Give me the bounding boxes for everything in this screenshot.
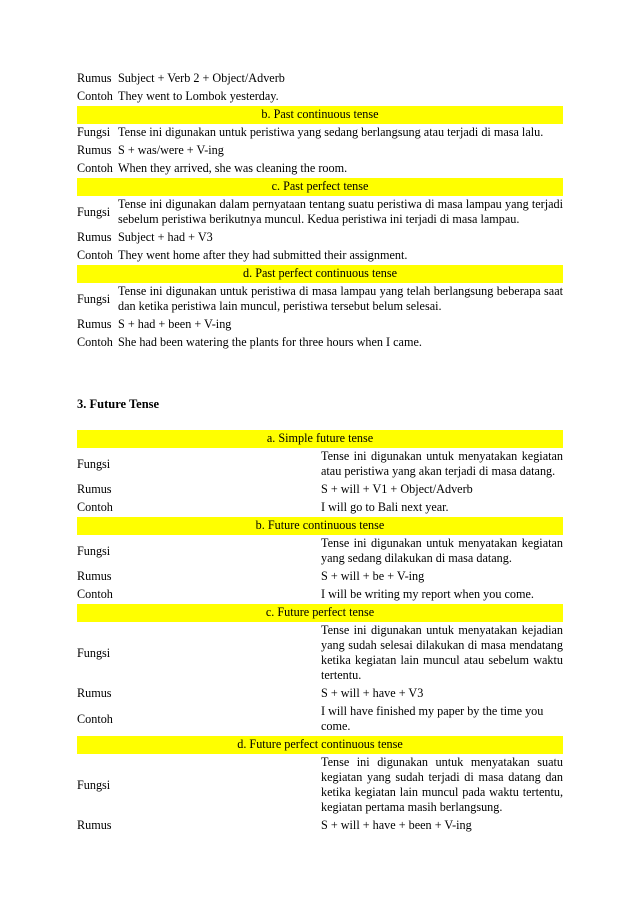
tense-subheading-row bbox=[77, 430, 563, 448]
table-row bbox=[77, 124, 563, 142]
row-value: Subject + had + V3 bbox=[118, 230, 213, 244]
row-value: S + will + have + been + V-ing bbox=[321, 818, 472, 832]
past-tense-table bbox=[77, 70, 563, 352]
table-row bbox=[77, 88, 563, 106]
row-value: When they arrived, she was cleaning the room. bbox=[118, 161, 348, 175]
table-row bbox=[77, 316, 563, 334]
row-label: Contoh bbox=[77, 500, 113, 514]
row-value: I will have finished my paper by the time you come. bbox=[321, 704, 544, 733]
row-value: Tense ini digunakan untuk menyatakan kejadian yang sudah selesai dilakukan di masa mendatang ketika kegiatan lain muncul atau sebelum waktu tertentu. bbox=[321, 623, 563, 682]
row-value: S + had + been + V-ing bbox=[118, 317, 232, 331]
row-value: S + was/were + V-ing bbox=[118, 143, 224, 157]
row-value: S + will + be + V-ing bbox=[321, 569, 425, 583]
table-row bbox=[77, 481, 563, 499]
row-value: Tense ini digunakan untuk menyatakan kegiatan atau peristiwa yang akan terjadi di masa datang. bbox=[321, 449, 563, 478]
row-label: Contoh bbox=[77, 161, 113, 175]
tense-subheading: a. Simple future tense bbox=[77, 430, 563, 448]
row-value: Subject + Verb 2 + Object/Adverb bbox=[118, 71, 285, 85]
table-row bbox=[77, 703, 563, 736]
future-tense-table bbox=[77, 430, 563, 835]
table-row bbox=[77, 70, 563, 88]
tense-subheading-row bbox=[77, 736, 563, 754]
table-row bbox=[77, 685, 563, 703]
table-row bbox=[77, 817, 563, 835]
row-label: Rumus bbox=[77, 818, 112, 832]
row-label: Fungsi bbox=[77, 645, 111, 660]
section-spacer bbox=[77, 412, 563, 430]
table-row bbox=[77, 754, 563, 817]
row-label: Fungsi bbox=[77, 777, 111, 792]
table-row bbox=[77, 229, 563, 247]
document-page bbox=[77, 70, 563, 835]
row-label: Rumus bbox=[77, 71, 112, 85]
row-value: I will go to Bali next year. bbox=[321, 500, 449, 514]
row-label: Fungsi bbox=[77, 456, 111, 471]
table-row bbox=[77, 448, 563, 481]
table-row bbox=[77, 622, 563, 685]
row-label: Fungsi bbox=[77, 543, 111, 558]
section-spacer bbox=[77, 352, 563, 397]
row-value: S + will + have + V3 bbox=[321, 686, 424, 700]
table-row bbox=[77, 283, 563, 316]
row-label: Fungsi bbox=[77, 291, 111, 306]
row-label: Rumus bbox=[77, 230, 112, 244]
row-label: Contoh bbox=[77, 587, 113, 601]
table-row bbox=[77, 334, 563, 352]
tense-subheading-row bbox=[77, 265, 563, 283]
table-row bbox=[77, 499, 563, 517]
row-value: I will be writing my report when you come. bbox=[321, 587, 534, 601]
row-value: They went home after they had submitted their assignment. bbox=[118, 248, 408, 262]
row-value: Tense ini digunakan untuk menyatakan kegiatan yang sedang dilakukan di masa datang. bbox=[321, 536, 563, 565]
tense-subheading: b. Past continuous tense bbox=[77, 106, 563, 124]
tense-subheading: d. Past perfect continuous tense bbox=[77, 265, 563, 283]
tense-subheading-row bbox=[77, 106, 563, 124]
row-label: Contoh bbox=[77, 335, 113, 349]
row-label: Rumus bbox=[77, 569, 112, 583]
row-label: Rumus bbox=[77, 482, 112, 496]
row-value: They went to Lombok yesterday. bbox=[118, 89, 279, 103]
table-row bbox=[77, 196, 563, 229]
row-value: Tense ini digunakan untuk peristiwa yang sedang berlangsung atau terjadi di masa lalu. bbox=[118, 125, 544, 139]
tense-subheading: d. Future perfect continuous tense bbox=[77, 736, 563, 754]
tense-subheading-row bbox=[77, 517, 563, 535]
row-label: Rumus bbox=[77, 317, 112, 331]
tense-subheading-row bbox=[77, 604, 563, 622]
row-label: Contoh bbox=[77, 248, 113, 262]
row-label: Contoh bbox=[77, 711, 113, 726]
table-row bbox=[77, 142, 563, 160]
row-value: Tense ini digunakan untuk peristiwa di masa lampau yang telah berlangsung beberapa saat dan ketika peristiwa lain muncul, peristiwa tersebut belum selesai. bbox=[118, 284, 563, 313]
table-row bbox=[77, 247, 563, 265]
table-row bbox=[77, 586, 563, 604]
row-label: Contoh bbox=[77, 89, 113, 103]
tense-subheading: c. Past perfect tense bbox=[77, 178, 563, 196]
row-label: Rumus bbox=[77, 686, 112, 700]
row-value: Tense ini digunakan dalam pernyataan tentang suatu peristiwa di masa lampau yang terjadi sebelum peristiwa berikutnya muncul. Kedua peristiwa ini terjadi di masa lampau. bbox=[118, 197, 563, 226]
row-label: Rumus bbox=[77, 143, 112, 157]
tense-subheading-row bbox=[77, 178, 563, 196]
table-row bbox=[77, 535, 563, 568]
row-value: S + will + V1 + Object/Adverb bbox=[321, 482, 473, 496]
row-label: Fungsi bbox=[77, 204, 111, 219]
section-heading: 3. Future Tense bbox=[77, 397, 160, 411]
tense-subheading: b. Future continuous tense bbox=[77, 517, 563, 535]
tense-subheading: c. Future perfect tense bbox=[77, 604, 563, 622]
row-value: Tense ini digunakan untuk menyatakan suatu kegiatan yang sudah terjadi di masa datang dan ketika kegiatan lain muncul pada waktu tertentu, kegiatan pertama masih berlangsung. bbox=[321, 755, 563, 814]
table-row bbox=[77, 568, 563, 586]
row-label: Fungsi bbox=[77, 125, 111, 139]
table-row bbox=[77, 160, 563, 178]
row-value: She had been watering the plants for three hours when I came. bbox=[118, 335, 422, 349]
